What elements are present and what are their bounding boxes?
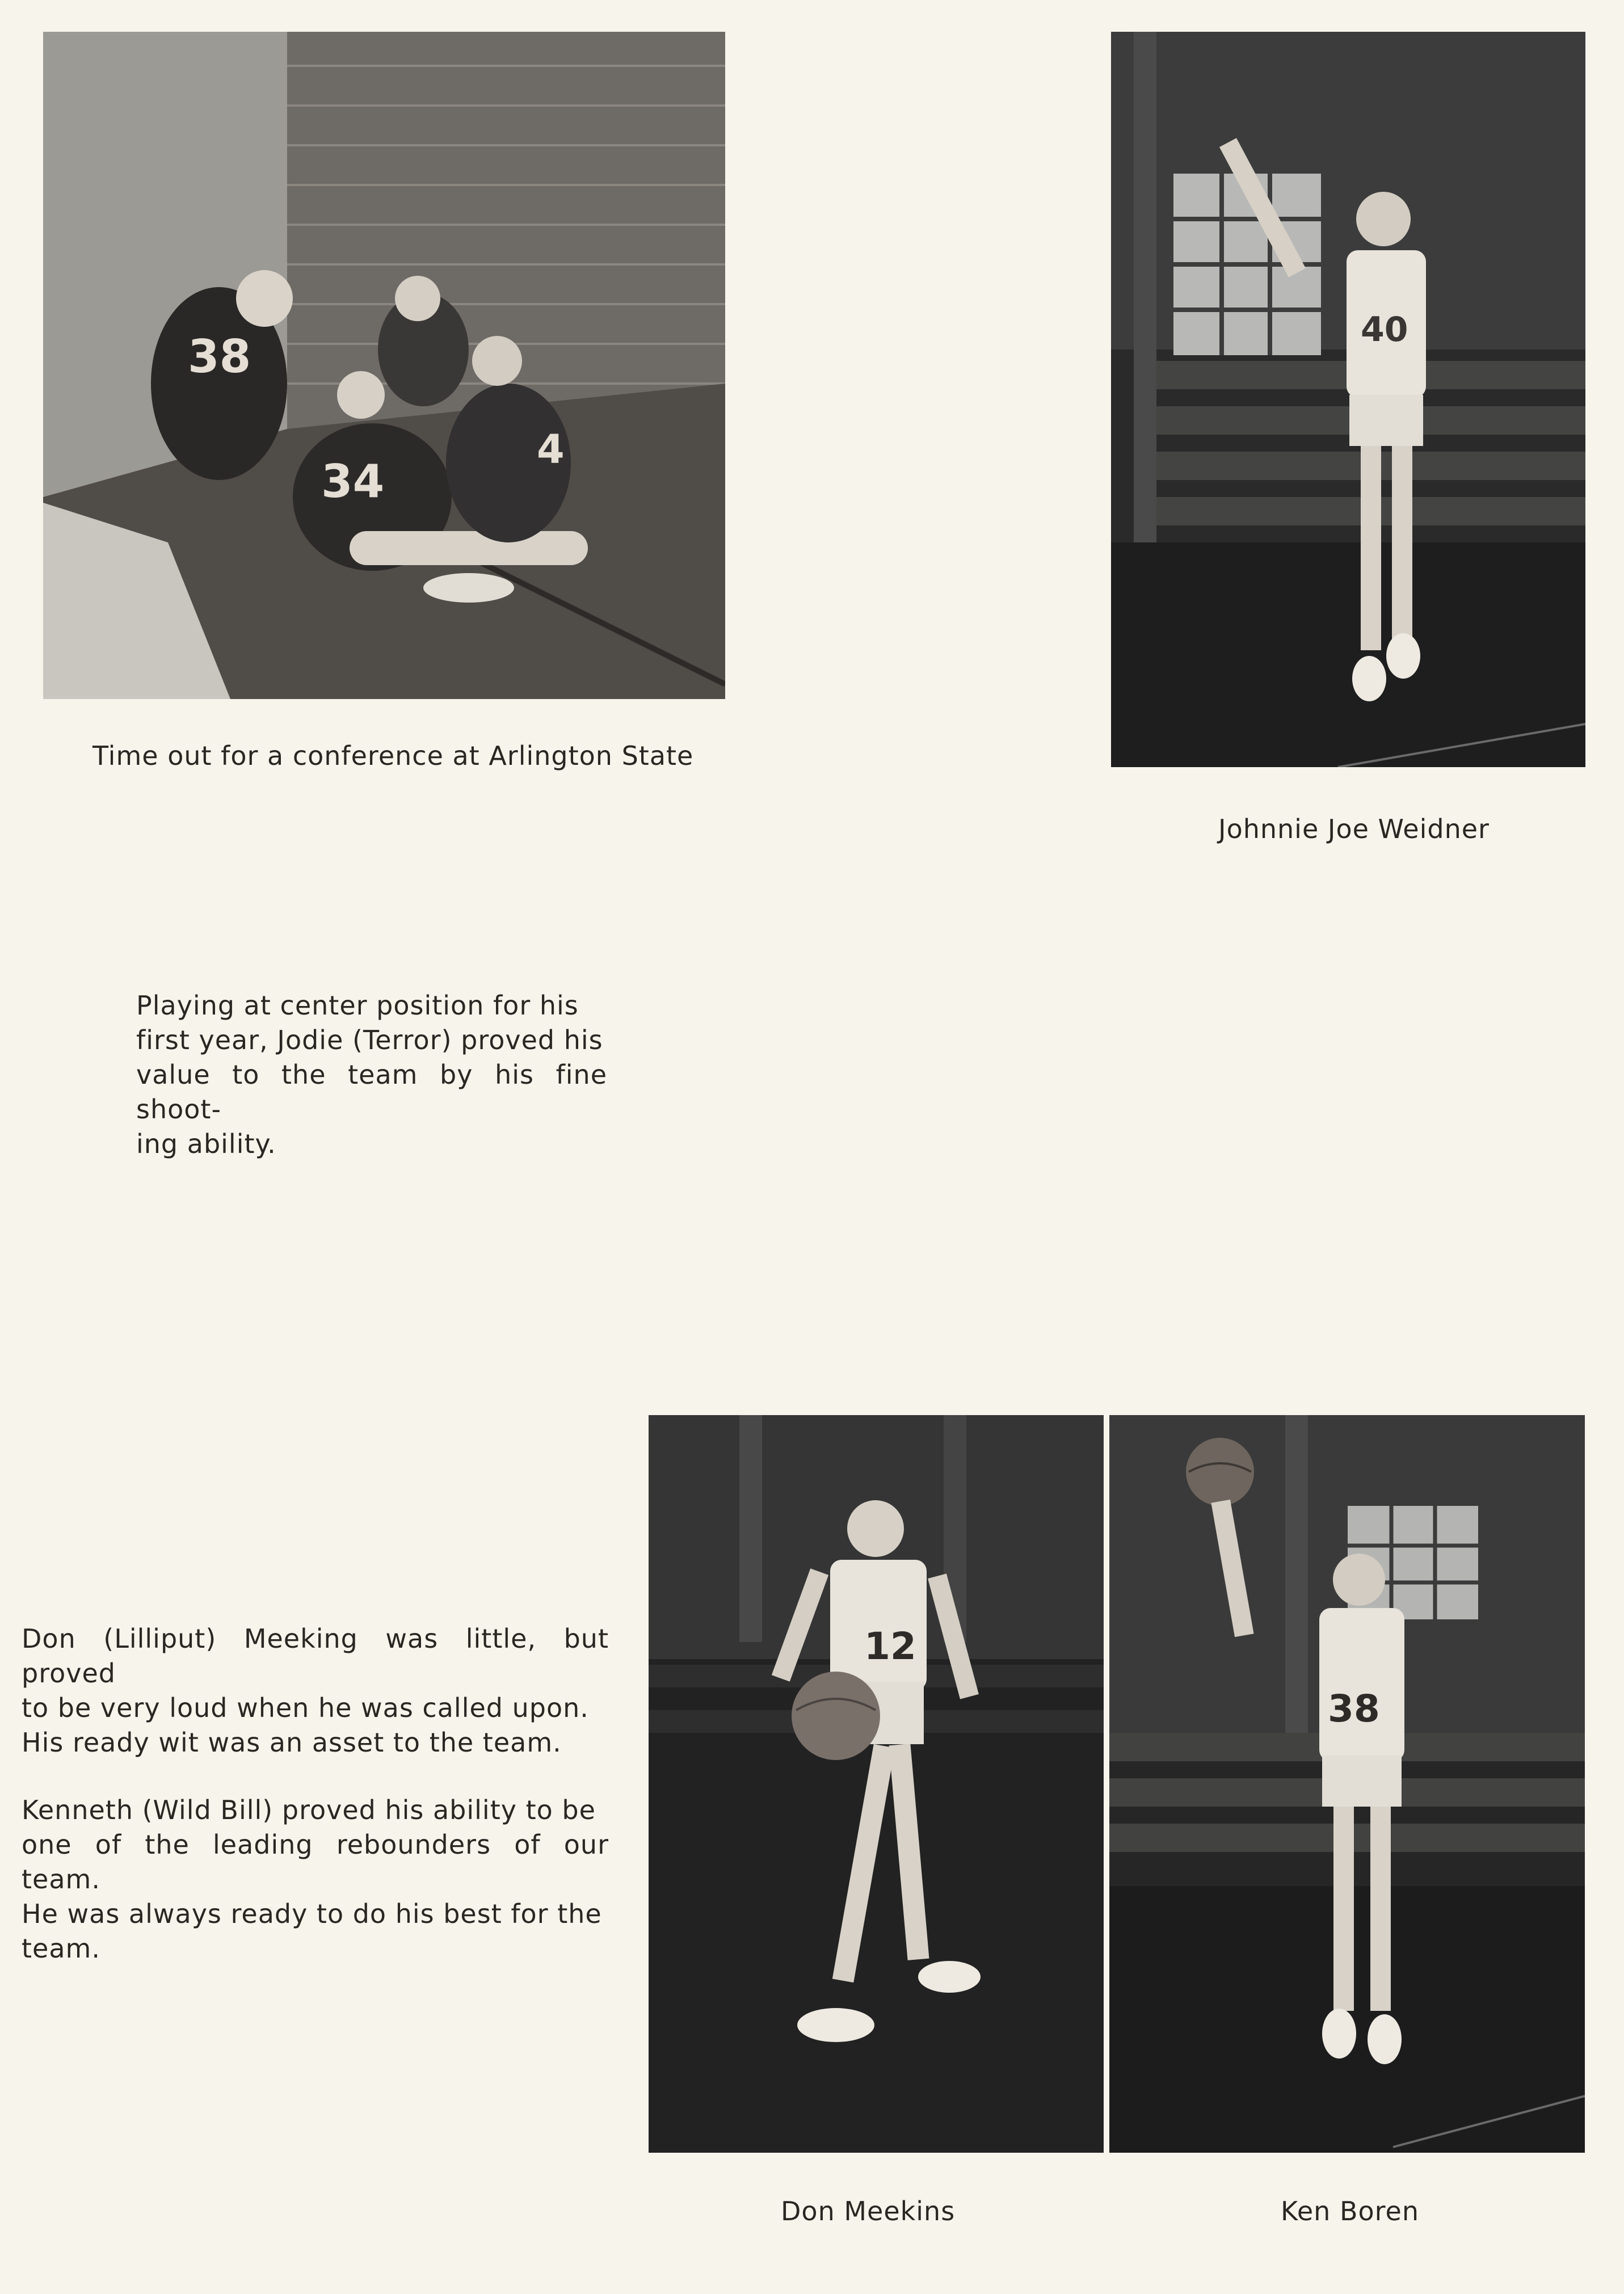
kenneth-paragraph xyxy=(22,1793,609,1966)
meekins-photo-image xyxy=(649,1415,1104,2153)
jersey-number-34: 34 xyxy=(321,455,385,508)
paragraph-line: first year, Jodie (Terror) proved his xyxy=(136,1025,603,1055)
paragraph-line: Playing at center position for his xyxy=(136,990,579,1021)
paragraph-line: to be very loud when he was called upon. xyxy=(22,1693,589,1723)
conference-photo xyxy=(43,32,725,699)
jersey-number-38: 38 xyxy=(188,330,251,383)
paragraph-line: team. xyxy=(22,1933,100,1964)
meekins-caption: Don Meekins xyxy=(781,2196,956,2226)
boren-photo-image xyxy=(1109,1415,1585,2153)
jersey-number-38: 38 xyxy=(1328,1687,1380,1731)
boren-caption: Ken Boren xyxy=(1281,2196,1420,2226)
jersey-number-4: 4 xyxy=(537,426,565,473)
conference-caption: Time out for a conference at Arlington State xyxy=(92,740,694,771)
paragraph-line: Don (Lilliput) Meeking was little, but proved xyxy=(22,1623,609,1689)
meekins-photo xyxy=(649,1415,1104,2153)
paragraph-line: He was always ready to do his best for the xyxy=(22,1899,602,1929)
boren-photo xyxy=(1109,1415,1585,2153)
paragraph-line: one of the leading rebounders of our team. xyxy=(22,1829,609,1895)
don-paragraph xyxy=(22,1622,609,1760)
paragraph-line: ing ability. xyxy=(136,1129,276,1159)
weidner-photo-image xyxy=(1111,32,1585,767)
weidner-caption: Johnnie Joe Weidner xyxy=(1218,814,1490,844)
jersey-number-40: 40 xyxy=(1361,310,1408,350)
paragraph-line: His ready wit was an asset to the team. xyxy=(22,1727,562,1758)
paragraph-line: value to the team by his fine shoot- xyxy=(136,1059,607,1125)
paragraph-line: Kenneth (Wild Bill) proved his ability to be xyxy=(22,1795,596,1825)
conference-photo-image xyxy=(43,32,725,699)
weidner-photo xyxy=(1111,32,1585,767)
jersey-number-12: 12 xyxy=(864,1624,916,1668)
jodie-paragraph xyxy=(136,988,607,1161)
